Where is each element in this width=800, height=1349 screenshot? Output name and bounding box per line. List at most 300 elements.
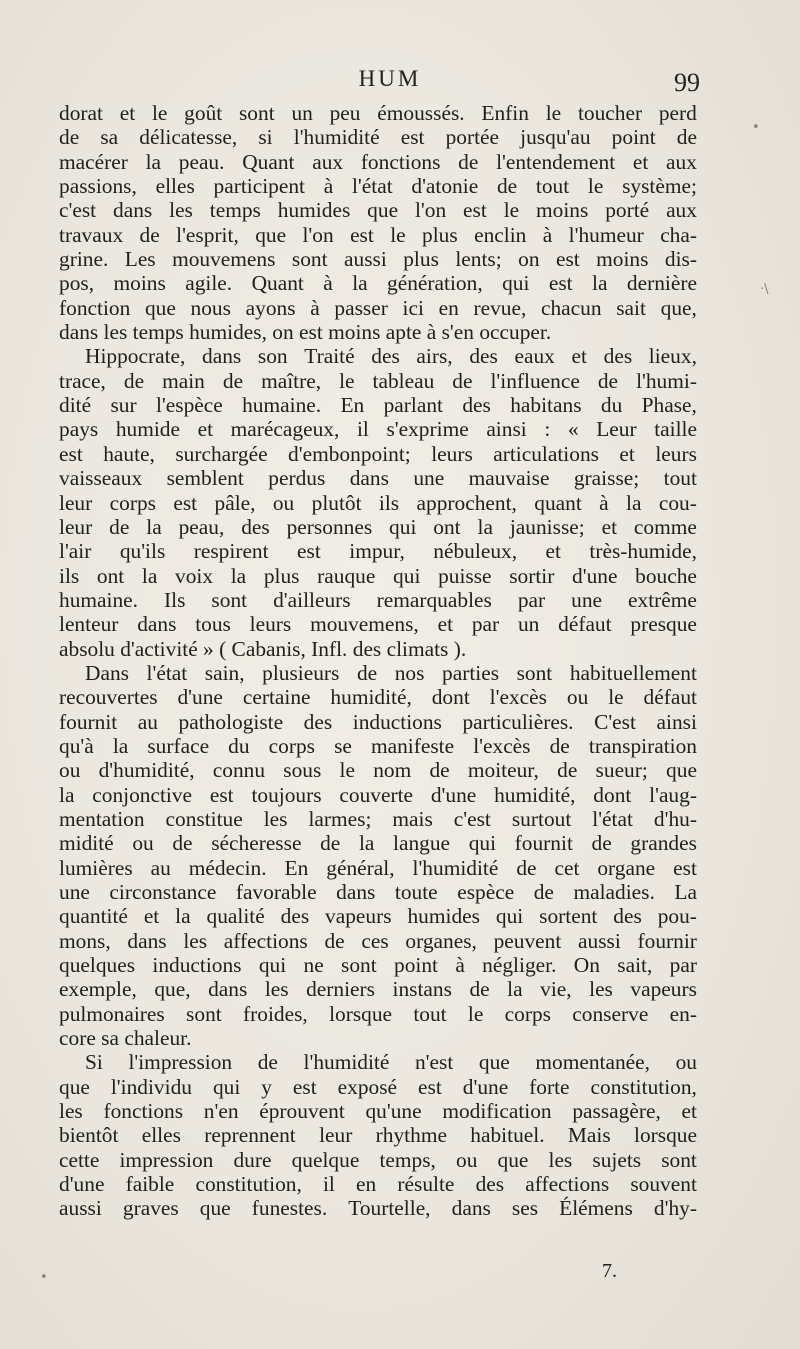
word: Tourtelle, bbox=[348, 1196, 431, 1221]
word: par bbox=[471, 612, 500, 637]
word: La bbox=[674, 880, 697, 904]
word: n'est bbox=[414, 1050, 454, 1075]
word: rauque bbox=[317, 563, 376, 588]
word: approchent, bbox=[416, 490, 517, 515]
word: bientôt bbox=[59, 1123, 119, 1148]
word: humidité, bbox=[494, 782, 576, 807]
word: taille bbox=[654, 417, 697, 442]
text-line bbox=[59, 198, 697, 222]
word: l'humidité bbox=[303, 1050, 390, 1075]
word: habituellement bbox=[569, 660, 697, 685]
word: personnes bbox=[286, 514, 373, 539]
word: qui bbox=[389, 514, 417, 539]
word: moins bbox=[596, 247, 649, 272]
word: l'influence bbox=[490, 368, 580, 393]
word: cou- bbox=[658, 490, 697, 515]
word: Quant bbox=[251, 271, 304, 296]
word: du bbox=[228, 733, 250, 758]
word: la bbox=[352, 271, 368, 296]
word: nom bbox=[373, 758, 412, 783]
word: nos bbox=[394, 660, 425, 685]
word: c'est bbox=[59, 198, 97, 223]
text-line bbox=[59, 174, 697, 198]
word: humide bbox=[115, 417, 180, 442]
text-line bbox=[59, 442, 697, 466]
word: graves bbox=[122, 1196, 179, 1221]
word: d'atonie bbox=[411, 174, 479, 199]
word: l'individu bbox=[110, 1074, 192, 1099]
word: y bbox=[261, 1074, 272, 1099]
word: le bbox=[151, 101, 168, 125]
word: plusieurs bbox=[262, 660, 340, 685]
word: le bbox=[390, 222, 406, 247]
word: lorsque bbox=[329, 1001, 393, 1026]
word: leur bbox=[59, 514, 93, 539]
word: revue, bbox=[473, 295, 527, 320]
word: momentanée, bbox=[535, 1050, 650, 1075]
word: haute, bbox=[103, 441, 155, 466]
word: ou bbox=[272, 490, 295, 515]
text-line bbox=[59, 807, 697, 831]
word: l'état bbox=[146, 660, 188, 685]
word: organe bbox=[597, 855, 656, 880]
word: une bbox=[59, 880, 90, 904]
word: de bbox=[139, 222, 160, 247]
word: chacun bbox=[540, 295, 602, 320]
word: ne bbox=[303, 953, 324, 978]
word: espèce bbox=[457, 880, 515, 904]
text-line bbox=[59, 1196, 697, 1220]
word: de bbox=[452, 368, 473, 393]
word: d'hu- bbox=[653, 806, 697, 831]
running-head: HUM bbox=[358, 66, 422, 91]
word: airs, bbox=[416, 344, 453, 369]
word: défaut bbox=[643, 685, 697, 710]
word: la bbox=[358, 831, 375, 856]
word: inductions bbox=[352, 709, 442, 734]
word: rhythme bbox=[375, 1123, 447, 1148]
word: cha- bbox=[660, 222, 697, 247]
word: comme bbox=[633, 514, 697, 539]
word: de bbox=[676, 125, 697, 150]
word: pou- bbox=[657, 904, 697, 929]
word: la bbox=[59, 782, 75, 807]
word: un bbox=[291, 101, 313, 125]
word: tableau bbox=[372, 368, 435, 393]
word: peuvent bbox=[493, 928, 562, 953]
word: l'excès bbox=[489, 685, 547, 710]
word: d'une bbox=[177, 685, 223, 710]
word: parties bbox=[442, 660, 500, 685]
word: dans bbox=[127, 928, 167, 953]
word: la bbox=[592, 271, 608, 296]
word: se bbox=[334, 733, 352, 758]
word: ont bbox=[433, 514, 461, 539]
text-line bbox=[59, 125, 697, 149]
word: on bbox=[518, 247, 540, 272]
word: sortir bbox=[509, 563, 555, 588]
word: tout bbox=[535, 174, 570, 199]
word: est bbox=[297, 539, 321, 564]
word: de bbox=[59, 125, 80, 150]
word: si bbox=[258, 125, 273, 150]
word: lieux, bbox=[648, 344, 697, 369]
word: de bbox=[591, 831, 612, 856]
text-line bbox=[59, 1123, 697, 1147]
word: couverte bbox=[339, 782, 414, 807]
word: conjonctive bbox=[92, 782, 193, 807]
word: que, bbox=[154, 977, 191, 1002]
word: de bbox=[222, 368, 244, 393]
word: sont bbox=[291, 247, 328, 272]
word: de bbox=[429, 758, 450, 783]
word: porté bbox=[605, 198, 650, 223]
word: parlant bbox=[383, 393, 443, 418]
word: certaine bbox=[242, 685, 311, 710]
text-line bbox=[59, 1172, 697, 1196]
word: froides, bbox=[243, 1001, 308, 1026]
word: de bbox=[496, 174, 518, 199]
word: qui bbox=[468, 831, 497, 856]
word: au bbox=[137, 709, 158, 734]
word: l'humeur bbox=[568, 222, 644, 247]
word: quelque bbox=[291, 1147, 360, 1172]
word: lumières bbox=[59, 855, 133, 880]
word: tout bbox=[413, 1001, 447, 1026]
word: sous bbox=[283, 758, 322, 783]
text-line bbox=[59, 880, 697, 904]
word: un bbox=[517, 612, 540, 637]
word: main bbox=[162, 368, 205, 393]
word: à bbox=[323, 271, 333, 296]
word: marécageux, bbox=[230, 417, 340, 442]
word: elles bbox=[155, 174, 195, 199]
word: est bbox=[418, 1074, 442, 1099]
word: plus bbox=[263, 563, 300, 588]
word: la bbox=[145, 149, 162, 174]
word: enclin bbox=[474, 222, 527, 247]
word: surchargée bbox=[175, 441, 268, 466]
word: l'excès bbox=[473, 733, 531, 758]
word: de bbox=[320, 831, 341, 856]
word: les bbox=[183, 928, 208, 953]
word: à bbox=[599, 490, 609, 515]
word: modification bbox=[442, 1099, 552, 1124]
word: trace, bbox=[59, 368, 106, 393]
text-line bbox=[59, 783, 697, 807]
word: la bbox=[146, 514, 162, 539]
word: est bbox=[548, 271, 573, 296]
word: l'état bbox=[592, 806, 633, 831]
text-line: dans les temps humides, on est moins apte à s'en occuper. bbox=[59, 320, 552, 345]
text-line bbox=[59, 369, 697, 393]
word: impression bbox=[119, 1147, 214, 1172]
word: l'humidité bbox=[412, 855, 499, 880]
word: à bbox=[455, 953, 465, 978]
word: perd bbox=[658, 101, 697, 125]
word: recouvertes bbox=[59, 685, 158, 710]
word: et bbox=[143, 904, 160, 929]
word: exemple, bbox=[59, 977, 137, 1002]
word: circonstance bbox=[109, 880, 217, 904]
word: défaut bbox=[558, 612, 612, 637]
word: s'exprime bbox=[386, 417, 469, 442]
text-line bbox=[59, 734, 697, 758]
word: : bbox=[544, 417, 551, 442]
word: jaunisse; bbox=[509, 514, 585, 539]
text-line bbox=[59, 564, 697, 588]
text-line bbox=[59, 491, 697, 515]
word: des bbox=[280, 904, 310, 929]
text-line bbox=[59, 271, 697, 295]
word: le bbox=[587, 174, 604, 199]
word: d'ailleurs bbox=[273, 587, 351, 612]
word: l'impression bbox=[128, 1050, 233, 1075]
text-line bbox=[59, 856, 697, 880]
word: les bbox=[59, 1099, 83, 1124]
word: ou bbox=[675, 1050, 697, 1075]
word: humides bbox=[277, 198, 351, 223]
word: tout bbox=[663, 466, 697, 491]
word: grine. bbox=[59, 247, 109, 272]
word: les bbox=[548, 1147, 573, 1172]
word: nébuleux, bbox=[433, 539, 518, 564]
word: surtout bbox=[511, 806, 572, 831]
word: peau. bbox=[178, 149, 225, 174]
word: cette bbox=[59, 1147, 100, 1172]
word: leur bbox=[59, 490, 93, 515]
word: lorsque bbox=[634, 1123, 697, 1148]
word: que bbox=[478, 1050, 510, 1075]
word: favorable bbox=[235, 880, 317, 904]
word: est bbox=[173, 490, 198, 515]
word: des bbox=[241, 514, 270, 539]
word: ou bbox=[456, 1147, 478, 1172]
word: fournir bbox=[637, 928, 697, 953]
word: sur bbox=[110, 393, 137, 418]
word: dans bbox=[202, 344, 242, 369]
word: dont bbox=[431, 685, 470, 710]
word: travaux bbox=[59, 222, 124, 247]
signature-mark: 7. bbox=[602, 1260, 617, 1282]
word: habituel. bbox=[470, 1123, 545, 1148]
word: médecin. bbox=[188, 855, 267, 880]
word: Quant bbox=[242, 149, 295, 174]
word: des bbox=[462, 393, 491, 418]
word: d'embonpoint; bbox=[288, 441, 411, 466]
word: Enfin bbox=[481, 101, 529, 125]
word: transpiration bbox=[588, 733, 697, 758]
word: sujets bbox=[592, 1147, 642, 1172]
word: toucher bbox=[577, 101, 643, 125]
word: une bbox=[571, 587, 603, 612]
word: « bbox=[567, 417, 579, 442]
word: plus bbox=[403, 247, 439, 272]
word: participent bbox=[213, 174, 305, 199]
text-line bbox=[59, 296, 697, 320]
word: émoussés. bbox=[377, 101, 465, 125]
word: au bbox=[150, 855, 171, 880]
word: général, bbox=[326, 855, 395, 880]
word: ou bbox=[566, 685, 589, 710]
word: en bbox=[356, 1172, 377, 1197]
word: dorat bbox=[59, 101, 103, 125]
word: ainsi bbox=[656, 709, 697, 734]
word: les bbox=[264, 977, 289, 1002]
word: sont bbox=[238, 101, 275, 125]
word: Traité bbox=[304, 344, 355, 369]
margin-speck: • bbox=[752, 120, 760, 135]
word: la bbox=[626, 490, 642, 515]
word: sécheresse bbox=[211, 831, 302, 856]
word: corps bbox=[504, 1001, 551, 1026]
word: n'en bbox=[203, 1099, 239, 1124]
word: aussi bbox=[344, 247, 387, 272]
word: d'une bbox=[462, 1074, 509, 1099]
word: sont bbox=[661, 1147, 697, 1172]
word: fonctions bbox=[103, 1099, 184, 1124]
text-line bbox=[59, 247, 697, 271]
word: il bbox=[322, 1172, 335, 1197]
text-line bbox=[59, 539, 697, 563]
word: des bbox=[603, 344, 633, 369]
word: corps bbox=[109, 490, 156, 515]
word: que, bbox=[660, 295, 697, 320]
word: qui bbox=[502, 271, 530, 296]
word: quelques bbox=[59, 953, 136, 978]
word: plutôt bbox=[311, 490, 362, 515]
word: temps bbox=[209, 198, 261, 223]
word: agile. bbox=[185, 271, 233, 296]
word: l'on bbox=[414, 198, 447, 223]
word: leurs bbox=[431, 441, 473, 466]
word: de bbox=[469, 977, 490, 1002]
word: moins bbox=[113, 271, 166, 296]
word: peu bbox=[329, 101, 361, 125]
word: On bbox=[573, 953, 600, 978]
text-line: core sa chaleur. bbox=[59, 1026, 192, 1051]
word: par bbox=[669, 953, 697, 978]
word: sait bbox=[616, 295, 646, 320]
word: fournit bbox=[59, 709, 118, 734]
word: respirent bbox=[193, 539, 269, 564]
text-line bbox=[59, 101, 697, 125]
word: articulations bbox=[493, 441, 599, 466]
word: l'aug- bbox=[649, 782, 697, 807]
word: génération, bbox=[387, 271, 483, 296]
word: de bbox=[324, 928, 345, 953]
word: les bbox=[169, 198, 193, 223]
word: aussi bbox=[578, 928, 621, 953]
word: d'hy- bbox=[653, 1196, 697, 1221]
word: derniers bbox=[306, 977, 375, 1002]
word: dans bbox=[336, 880, 376, 904]
word: ils bbox=[59, 563, 80, 588]
word: ses bbox=[511, 1196, 539, 1221]
word: vapeurs bbox=[325, 904, 392, 929]
word: larmes; bbox=[308, 806, 372, 831]
word: vie, bbox=[540, 977, 572, 1002]
word: que bbox=[497, 1147, 529, 1172]
word: surface bbox=[147, 733, 210, 758]
word: grandes bbox=[630, 831, 697, 856]
word: et bbox=[197, 417, 214, 442]
word: exposé bbox=[337, 1074, 398, 1099]
word: et bbox=[571, 344, 587, 369]
word: est bbox=[400, 125, 425, 150]
word: dans bbox=[451, 1196, 491, 1221]
word: ils bbox=[378, 490, 400, 515]
word: vaisseaux bbox=[59, 466, 143, 491]
word: perdus bbox=[268, 466, 326, 491]
word: l'humidité bbox=[293, 125, 380, 150]
word: dont bbox=[593, 782, 632, 807]
word: lenteur bbox=[59, 612, 119, 637]
word: que bbox=[255, 222, 287, 247]
word: les bbox=[589, 977, 613, 1002]
word: presque bbox=[630, 612, 697, 637]
text-line bbox=[59, 977, 697, 1001]
word: et bbox=[545, 539, 561, 564]
text-line bbox=[59, 758, 697, 782]
word: goût bbox=[184, 101, 223, 125]
body-text bbox=[59, 101, 697, 1221]
text-line: absolu d'activité » ( Cabanis, Infl. des climats ). bbox=[59, 636, 467, 661]
word: dure bbox=[233, 1147, 272, 1172]
word: l'esprit, bbox=[176, 222, 239, 247]
page-number: 99 bbox=[674, 68, 700, 97]
word: mouvemens bbox=[172, 247, 276, 272]
text-line bbox=[59, 953, 697, 977]
word: maladies. bbox=[573, 880, 655, 904]
word: constitution, bbox=[195, 1172, 302, 1197]
word: organes, bbox=[405, 928, 477, 953]
word: en- bbox=[669, 1001, 697, 1026]
word: passer bbox=[334, 295, 388, 320]
word: est bbox=[292, 1074, 317, 1099]
word: des bbox=[475, 1172, 505, 1197]
margin-speck: • bbox=[40, 1270, 48, 1285]
word: de bbox=[533, 880, 554, 904]
word: passagère, bbox=[572, 1099, 661, 1124]
word: nous bbox=[190, 295, 231, 320]
word: sain, bbox=[204, 660, 245, 685]
word: le bbox=[339, 758, 355, 783]
word: mais bbox=[392, 806, 433, 831]
word: et bbox=[437, 612, 454, 637]
word: plus bbox=[422, 222, 458, 247]
word: aux bbox=[666, 198, 697, 223]
word: les bbox=[263, 806, 288, 831]
word: lents; bbox=[455, 247, 502, 272]
word: humaine. bbox=[242, 393, 322, 418]
word: de bbox=[123, 368, 145, 393]
word: humaine. bbox=[59, 587, 139, 612]
word: sait, bbox=[617, 953, 653, 978]
word: de bbox=[109, 514, 130, 539]
word: la bbox=[175, 904, 191, 929]
word: Hippocrate, bbox=[85, 344, 186, 369]
word: à bbox=[310, 295, 320, 320]
word: temps, bbox=[379, 1147, 436, 1172]
word: aux bbox=[312, 149, 344, 174]
word: une bbox=[413, 466, 445, 491]
word: Dans bbox=[85, 660, 129, 685]
text-line bbox=[59, 344, 697, 368]
word: eaux bbox=[514, 344, 555, 369]
word: est bbox=[555, 247, 580, 272]
word: que bbox=[59, 1074, 90, 1099]
